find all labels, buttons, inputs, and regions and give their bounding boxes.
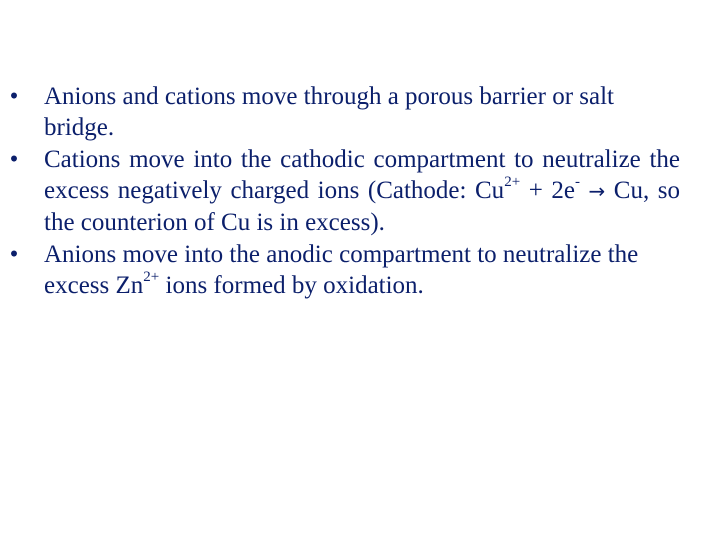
bullet-icon: • <box>9 146 19 173</box>
bullet-item-anions <box>0 239 680 301</box>
bullet-text-part: Anions and cations move through a porous barrier or salt bridge. <box>44 83 615 141</box>
reaction-arrow-icon: → <box>588 179 606 203</box>
bullet-text-part: Anions move into the anodic compartment to neutralize the excess Zn <box>44 241 639 299</box>
charge-superscript: 2+ <box>143 268 160 285</box>
bullet-list <box>0 81 720 302</box>
bullet-item-ion-movement <box>0 81 680 143</box>
bullet-icon: • <box>9 241 19 268</box>
bullet-text <box>44 81 680 143</box>
bullet-text-part: ions formed by oxidation. <box>159 272 424 299</box>
bullet-text <box>44 239 680 301</box>
charge-superscript: 2+ <box>504 173 521 190</box>
bullet-text-part: + 2e <box>520 177 575 204</box>
bullet-icon: • <box>9 83 19 110</box>
bullet-text-part: Cations move into the cathodic compartment to neutralize the excess negatively charged ions (Cathode: Cu <box>44 146 680 204</box>
bullet-text <box>44 144 680 238</box>
bullet-item-cations <box>0 144 680 238</box>
charge-superscript: - <box>574 173 580 190</box>
bullet-text-part: Cu, so the counterion of Cu is in excess). <box>44 177 681 236</box>
